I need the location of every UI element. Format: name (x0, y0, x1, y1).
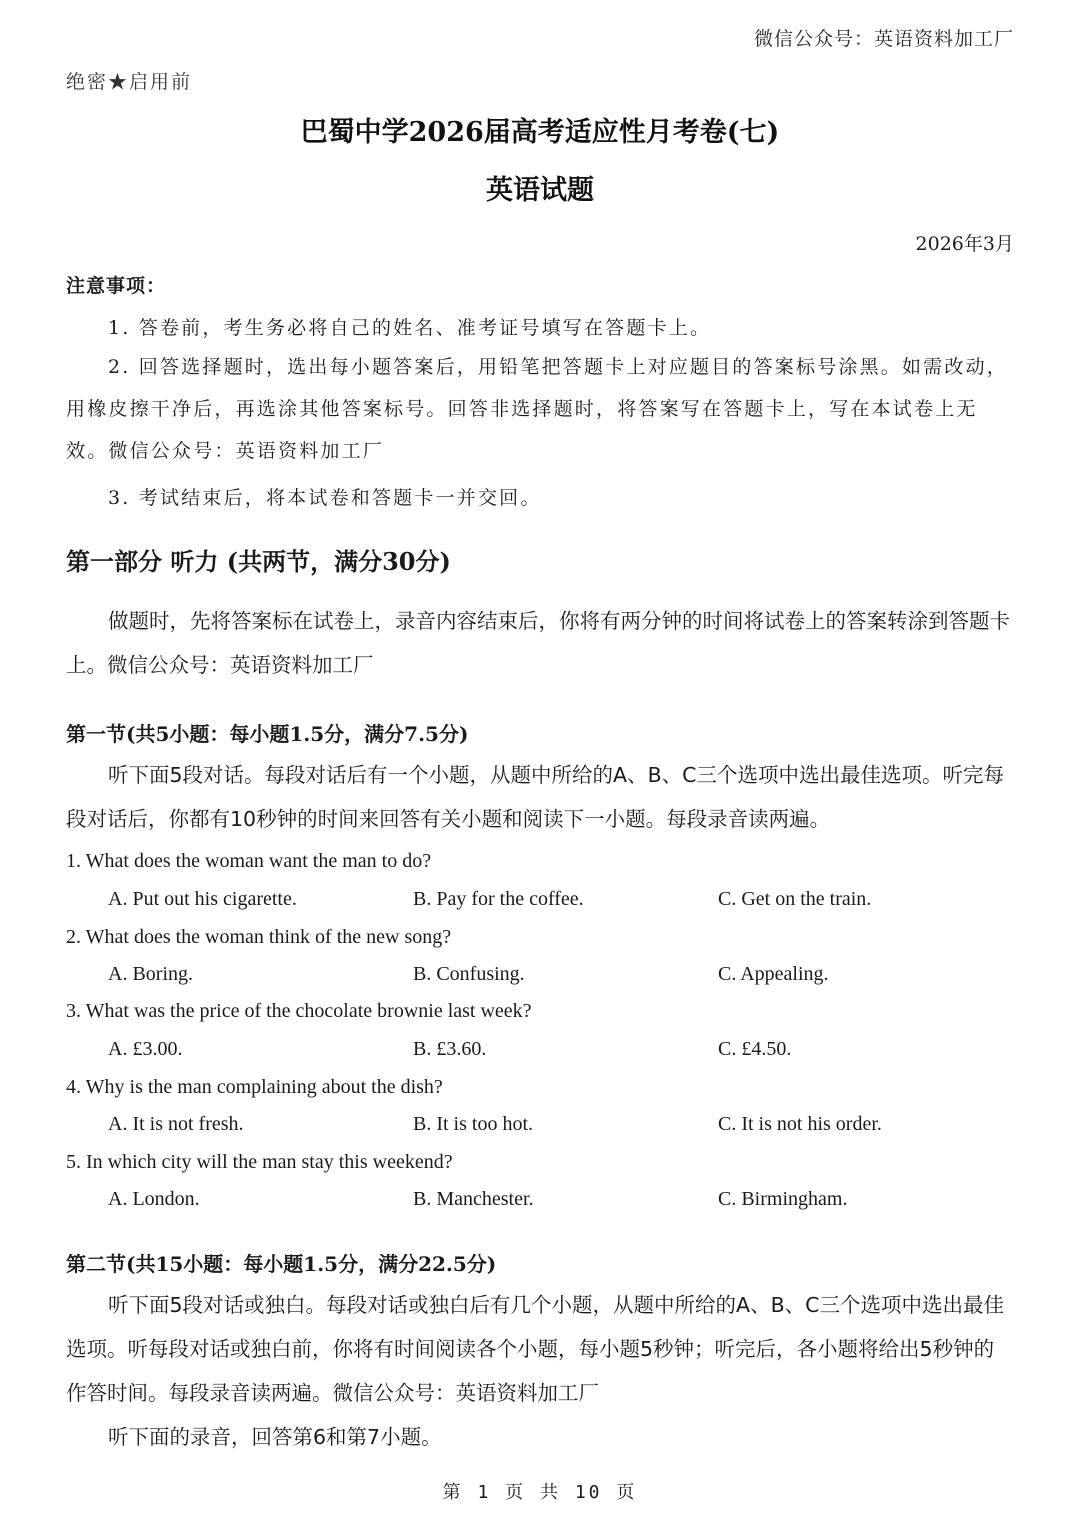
q5-option-a: A. London. (108, 1188, 200, 1210)
q1-option-a: A. Put out his cigarette. (108, 888, 297, 910)
q4-option-c: C. It is not his order. (718, 1113, 882, 1135)
notice-item-3: 3. 考试结束后，将本试卷和答题卡一并交回。 (108, 487, 542, 509)
q1-option-b: B. Pay for the coffee. (413, 888, 584, 910)
q4-option-b: B. It is too hot. (413, 1113, 534, 1135)
section2-heading: 第二节(共15小题：每小题1.5分，满分22.5分) (66, 1252, 497, 1276)
header-watermark: 微信公众号：英语资料加工厂 (753, 28, 1014, 50)
q3-option-c: C. £4.50. (718, 1038, 792, 1060)
q3-option-a: A. £3.00. (108, 1038, 183, 1060)
question-3: 3. What was the price of the chocolate brownie last week? (66, 1000, 532, 1022)
section1-intro: 听下面5段对话。每段对话后有一个小题，从题中所给的A、B、C三个选项中选出最佳选项。听完每段对话后，你都有10秒钟的时间来回答有关小题和阅读下一小题。每段录音读两遍。 (66, 763, 1004, 831)
question-5: 5. In which city will the man stay this weekend? (66, 1151, 453, 1173)
notice-item-1: 1. 答卷前，考生务必将自己的姓名、准考证号填写在答题卡上。 (108, 317, 712, 339)
exam-title: 巴蜀中学2026届高考适应性月考卷(七) (300, 117, 780, 148)
q1-option-c: C. Get on the train. (718, 888, 872, 910)
q2-option-c: C. Appealing. (718, 963, 829, 985)
part1-intro: 做题时，先将答案标在试卷上，录音内容结束后，你将有两分钟的时间将试卷上的答案转涂到答题卡上。微信公众号：英语资料加工厂 (66, 609, 1010, 677)
q3-option-b: B. £3.60. (413, 1038, 487, 1060)
q2-option-a: A. Boring. (108, 963, 193, 985)
page-footer: 第 1 页 共 10 页 (442, 1482, 638, 1503)
section2-instruction: 听下面的录音，回答第6和第7小题。 (108, 1425, 442, 1449)
exam-subtitle: 英语试题 (486, 175, 594, 206)
q5-option-b: B. Manchester. (413, 1188, 534, 1210)
question-2: 2. What does the woman think of the new song? (66, 926, 452, 948)
exam-date: 2026年3月 (915, 233, 1014, 255)
section1-heading: 第一节(共5小题：每小题1.5分，满分7.5分) (66, 722, 469, 746)
notice-item-2: 2. 回答选择题时，选出每小题答案后，用铅笔把答题卡上对应题目的答案标号涂黑。如需改动，用橡皮擦干净后，再选涂其他答案标号。回答非选择题时，将答案写在答题卡上，写在本试卷上无效。微信公众号：英语资料加工厂 (66, 356, 1008, 462)
notice-heading: 注意事项： (66, 275, 167, 297)
section2-intro: 听下面5段对话或独白。每段对话或独白后有几个小题，从题中所给的A、B、C三个选项中选出最佳选项。听每段对话或独白前，你将有时间阅读各个小题，每小题5秒钟；听完后，各小题将给出5秒钟的作答时间。每段录音读两遍。微信公众号：英语资料加工厂 (66, 1293, 1004, 1405)
question-1: 1. What does the woman want the man to do? (66, 850, 432, 872)
confidential-label: 绝密★启用前 (66, 71, 193, 93)
q5-option-c: C. Birmingham. (718, 1188, 848, 1210)
q2-option-b: B. Confusing. (413, 963, 525, 985)
question-4: 4. Why is the man complaining about the dish? (66, 1076, 443, 1098)
q4-option-a: A. It is not fresh. (108, 1113, 244, 1135)
part1-heading: 第一部分 听力 (共两节，满分30分) (66, 547, 451, 576)
